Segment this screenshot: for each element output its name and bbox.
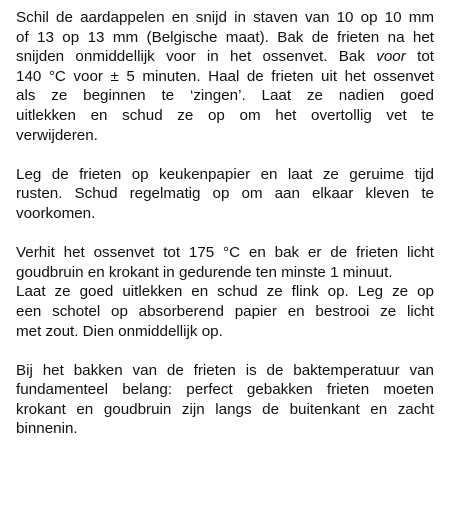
paragraph-preparation bbox=[16, 8, 434, 145]
text-line: Schil de aardappelen en snijd in staven van 10 op 10 mm bbox=[16, 9, 434, 26]
text-line: Verhit het ossenvet tot 175 °C en bak er de frieten licht bbox=[16, 244, 434, 262]
text-line: met zout. Dien onmiddellijk op. bbox=[16, 322, 223, 340]
text-line: voorkomen. bbox=[16, 204, 96, 222]
text-line: een schotel op absorberend papier en bestrooi ze licht bbox=[16, 302, 434, 320]
emphasis-voor: voor bbox=[376, 48, 406, 66]
text-line: krokant en goudbruin zijn langs de buitenkant en zacht bbox=[16, 400, 434, 418]
text-line: of 13 op 13 mm (Belgische maat). Bak de frieten na het bbox=[16, 28, 434, 46]
paragraph-frying bbox=[16, 243, 434, 341]
text-line: Leg de frieten op keukenpapier en laat ze geruime tijd bbox=[16, 165, 434, 183]
text-run: snijden onmiddellijk voor in het ossenvet. Bak bbox=[16, 48, 377, 66]
text-run: tot bbox=[405, 48, 435, 66]
text-line: Bij het bakken van de frieten is de baktemperatuur van bbox=[16, 361, 434, 379]
text-line: 140 °C voor ± 5 minuten. Haal de frieten uit het ossenvet bbox=[16, 67, 434, 85]
text-line: Laat ze goed uitlekken en schud ze flink op. Leg ze op bbox=[16, 283, 434, 301]
paragraph-temperature bbox=[16, 361, 434, 439]
text-line: fundamenteel belang: perfect gebakken frieten moeten bbox=[16, 381, 434, 399]
text-line: binnenin. bbox=[16, 420, 78, 438]
text-line: verwijderen. bbox=[16, 126, 98, 144]
text-line: goudbruin en krokant in gedurende ten minste 1 minuut. bbox=[16, 263, 393, 281]
text-line: uitlekken en schud ze op om het overtollig vet te bbox=[16, 106, 434, 124]
text-line: als ze beginnen te ‘zingen’. Laat ze nadien goed bbox=[16, 87, 434, 105]
text-line: rusten. Schud regelmatig op om aan elkaar kleven te bbox=[16, 185, 434, 203]
text-line bbox=[16, 47, 434, 67]
paragraph-resting bbox=[16, 165, 434, 224]
